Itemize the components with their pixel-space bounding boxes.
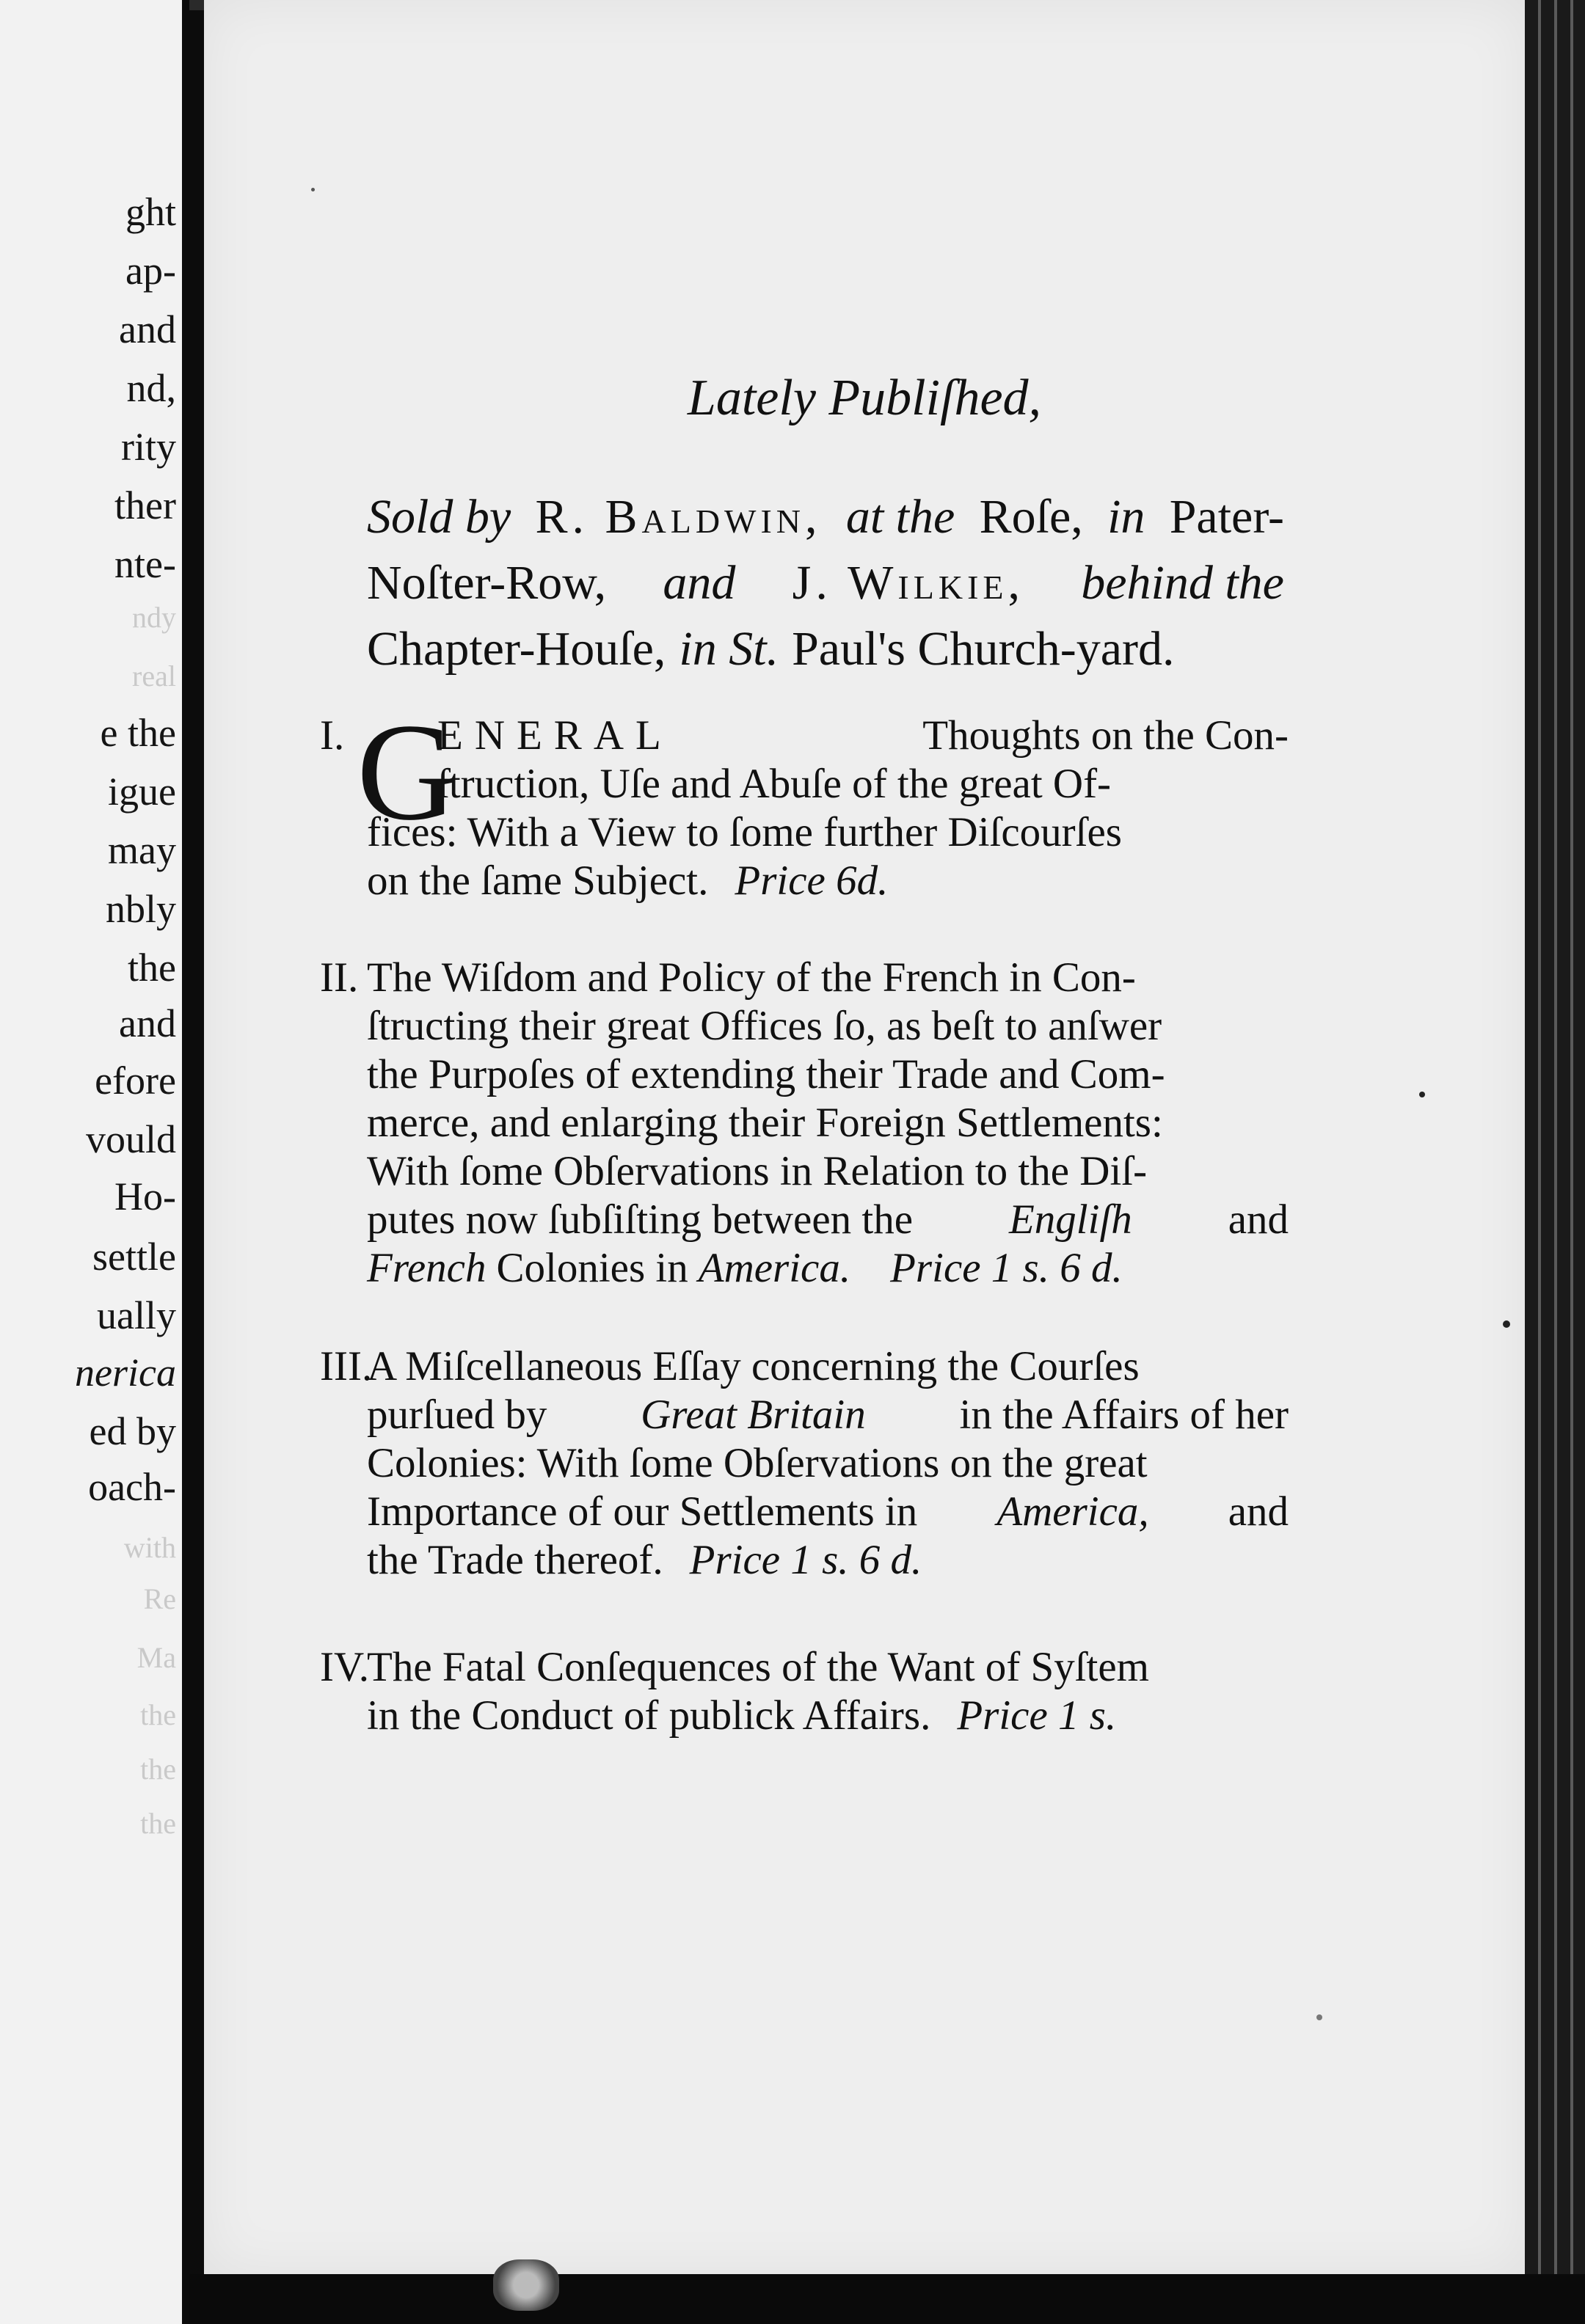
item-line — [320, 1536, 1289, 1585]
item-text: fices: With a View to ſome further Diſcourſes — [367, 809, 1122, 855]
list-item — [320, 712, 1289, 905]
item-line — [320, 712, 1289, 760]
facing-line: nbly — [105, 887, 176, 931]
facing-line: e the — [100, 711, 176, 755]
list-item — [320, 954, 1289, 1293]
item-text: ſtruction, Uſe and Abuſe of the great Of- — [437, 761, 1112, 807]
facing-line: nte- — [114, 542, 176, 586]
item-line — [320, 1342, 1289, 1391]
facing-line: ap- — [125, 249, 176, 293]
item-line — [320, 1643, 1289, 1692]
imprint-line — [367, 616, 1284, 682]
item-text: Colonies in — [496, 1245, 688, 1291]
list-item — [320, 1643, 1289, 1740]
facing-line: ed by — [89, 1409, 176, 1453]
facing-line: with — [123, 1531, 176, 1564]
binding-mark — [493, 2259, 559, 2311]
facing-line: the — [128, 946, 176, 990]
item-text: in the Conduct of publick Affairs. — [367, 1692, 931, 1739]
facing-line: and — [119, 1001, 176, 1045]
facing-line: real — [132, 659, 176, 693]
facing-line: may — [108, 828, 176, 872]
facing-line: efore — [95, 1059, 176, 1103]
item-line — [320, 1439, 1289, 1488]
imprint-text: behind the — [1081, 556, 1284, 610]
item-text: The Fatal Conſequences of the Want of Syſtem — [367, 1644, 1150, 1690]
item-line — [320, 954, 1289, 1002]
facing-line: the — [140, 1807, 176, 1840]
item-text: With ſome Obſervations in Relation to the Diſ- — [367, 1148, 1148, 1194]
facing-line: ually — [97, 1293, 176, 1337]
item-line — [320, 1002, 1289, 1050]
scan-speck — [1316, 2014, 1322, 2020]
facing-line: igue — [108, 770, 176, 814]
book-gutter — [182, 0, 204, 2324]
item-line — [320, 857, 1289, 905]
facing-line: vould — [85, 1117, 176, 1161]
facing-line: the — [140, 1753, 176, 1786]
imprint-text: Paul's Church-yard. — [792, 622, 1175, 676]
item-text: on the ſame Subject. — [367, 858, 709, 904]
list-item — [320, 1342, 1289, 1585]
item-text: Colonies: With ſome Obſervations on the great — [367, 1440, 1148, 1486]
scan-speck — [1419, 1092, 1425, 1097]
facing-line: settle — [92, 1235, 176, 1279]
imprint — [367, 484, 1284, 682]
item-price: Price 1 s. 6 d. — [689, 1537, 922, 1583]
item-number: II. — [320, 954, 359, 1001]
item-text: in the Affairs of her — [959, 1392, 1289, 1438]
facing-line: Ho- — [114, 1174, 176, 1218]
item-line — [320, 1196, 1289, 1244]
imprint-text: in St. — [679, 622, 779, 676]
item-number: IV. — [320, 1644, 370, 1690]
imprint-text: Sold by — [367, 490, 511, 544]
facing-line: the — [140, 1698, 176, 1731]
item-line — [320, 1488, 1289, 1536]
drop-cap: G — [357, 695, 458, 849]
item-line — [320, 1391, 1289, 1439]
imprint-line — [367, 484, 1284, 550]
item-text: Great Britain — [641, 1392, 866, 1438]
item-price: Price 1 s. — [957, 1692, 1117, 1739]
item-text: The Wiſdom and Policy of the French in Con- — [367, 954, 1136, 1001]
item-line — [320, 808, 1289, 857]
item-price: Price 6d. — [735, 858, 889, 904]
item-text: purſued by — [367, 1392, 547, 1438]
item-text: the Purpoſes of extending their Trade and Com- — [367, 1051, 1165, 1097]
imprint-text: Noſter-Row, — [367, 556, 607, 610]
scan-speck — [311, 188, 315, 191]
item-text: merce, and enlarging their Foreign Settlements: — [367, 1100, 1163, 1146]
imprint-text: and — [663, 556, 736, 610]
item-line — [320, 1099, 1289, 1147]
publisher-name: J. Wilkie, — [792, 556, 1024, 610]
item-text: Thoughts on the Con- — [922, 712, 1289, 759]
facing-line: Re — [143, 1582, 176, 1615]
item-text: ENERAL — [437, 712, 673, 759]
item-line — [320, 1050, 1289, 1099]
item-line — [320, 760, 1289, 808]
item-text: and — [1228, 1488, 1289, 1535]
item-line — [320, 1147, 1289, 1196]
imprint-text: Chapter-Houſe, — [367, 622, 666, 676]
publisher-name: R. Baldwin, — [535, 490, 822, 544]
facing-line: oach- — [88, 1465, 176, 1509]
facing-line: nd, — [126, 366, 176, 410]
item-text: putes now ſubſiſting between the — [367, 1196, 914, 1243]
item-text: French — [367, 1245, 487, 1291]
item-text: ſtructing their great Offices ſo, as beſt to anſwer — [367, 1003, 1162, 1049]
imprint-text: Roſe, — [979, 490, 1083, 544]
item-text: America. — [698, 1245, 851, 1291]
page-edge — [1525, 0, 1585, 2324]
item-line — [320, 1692, 1289, 1740]
item-text: Importance of our Settlements in — [367, 1488, 918, 1535]
item-number: III. — [320, 1343, 373, 1389]
item-text: and — [1228, 1196, 1289, 1243]
imprint-text: at the — [845, 490, 955, 544]
facing-line: Ma — [136, 1641, 176, 1674]
item-number: I. — [320, 712, 345, 759]
facing-line: nerica — [75, 1351, 176, 1395]
facing-line: ght — [125, 190, 176, 234]
scan-bottom-border — [189, 2274, 1585, 2324]
item-price: Price 1 s. 6 d. — [890, 1245, 1123, 1291]
facing-line: rity — [121, 425, 176, 469]
facing-line: and — [119, 307, 176, 351]
page-heading: Lately Publiſhed, — [687, 370, 1042, 426]
imprint-text: in — [1107, 490, 1145, 544]
imprint-text: Pater- — [1169, 490, 1284, 544]
imprint-line — [367, 550, 1284, 616]
facing-page — [0, 0, 189, 2324]
facing-line: ther — [114, 483, 176, 527]
facing-line: ndy — [132, 601, 176, 634]
item-text: Engliſh — [1008, 1196, 1132, 1243]
item-text: America, — [996, 1488, 1149, 1535]
item-text: the Trade thereof. — [367, 1537, 663, 1583]
item-text: A Miſcellaneous Eſſay concerning the Courſes — [367, 1343, 1140, 1389]
scan-speck — [1503, 1320, 1510, 1328]
item-line — [320, 1244, 1289, 1293]
